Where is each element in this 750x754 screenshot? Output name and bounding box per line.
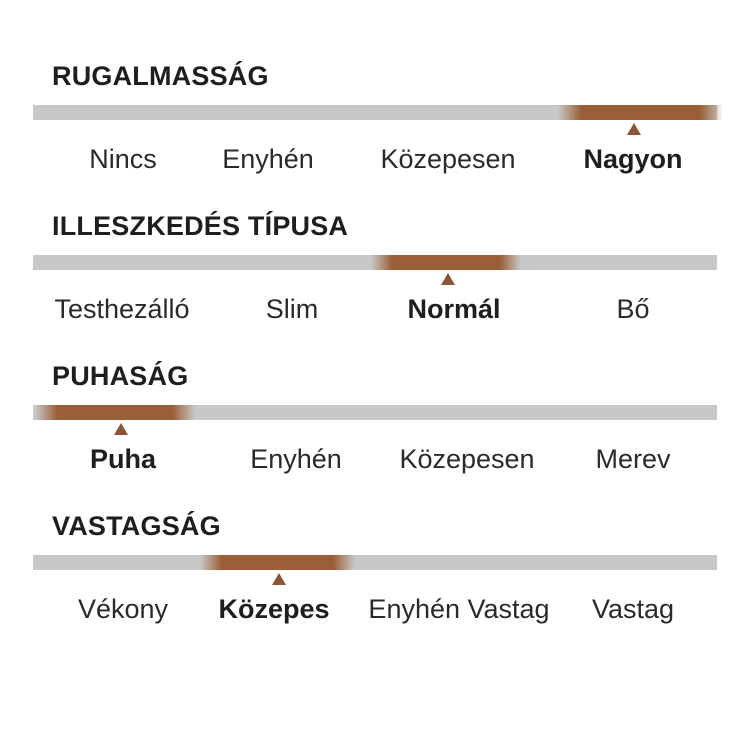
scale-highlight [35,405,195,420]
section-thickness [0,467,750,624]
section-title: PUHASÁG [52,361,189,391]
option-label: Közepesen [399,444,535,474]
option-label: Slim [265,294,319,324]
triangle-marker-icon [627,123,641,135]
scale-track [33,405,717,420]
option-label: Bő [616,294,650,324]
scale-highlight [371,255,521,270]
section-title: RUGALMASSÁG [52,61,269,91]
section-fit-type [0,167,750,324]
scale-track [33,255,717,270]
option-label: Vékony [77,594,169,624]
scale-highlight [558,105,723,120]
option-label: Testhezálló [54,294,190,324]
option-label-selected: Közepes [218,594,330,624]
section-title: VASTAGSÁG [52,511,221,541]
option-label: Közepesen [380,144,516,174]
triangle-marker-icon [272,573,286,585]
triangle-marker-icon [114,423,128,435]
option-label-selected: Nagyon [583,144,683,174]
scale-track [33,105,717,120]
section-elasticity [0,17,750,174]
option-label-selected: Normál [407,294,501,324]
option-label: Vastag [591,594,675,624]
triangle-marker-icon [441,273,455,285]
scale-track [33,555,717,570]
scale-highlight [200,555,355,570]
option-label: Merev [595,444,671,474]
option-label: Enyhén [222,144,314,174]
option-label: Nincs [89,144,157,174]
option-label: Enyhén [250,444,342,474]
option-label: Enyhén Vastag [368,594,550,624]
option-label-selected: Puha [89,444,157,474]
section-softness [0,317,750,474]
section-title: ILLESZKEDÉS TÍPUSA [52,211,349,241]
